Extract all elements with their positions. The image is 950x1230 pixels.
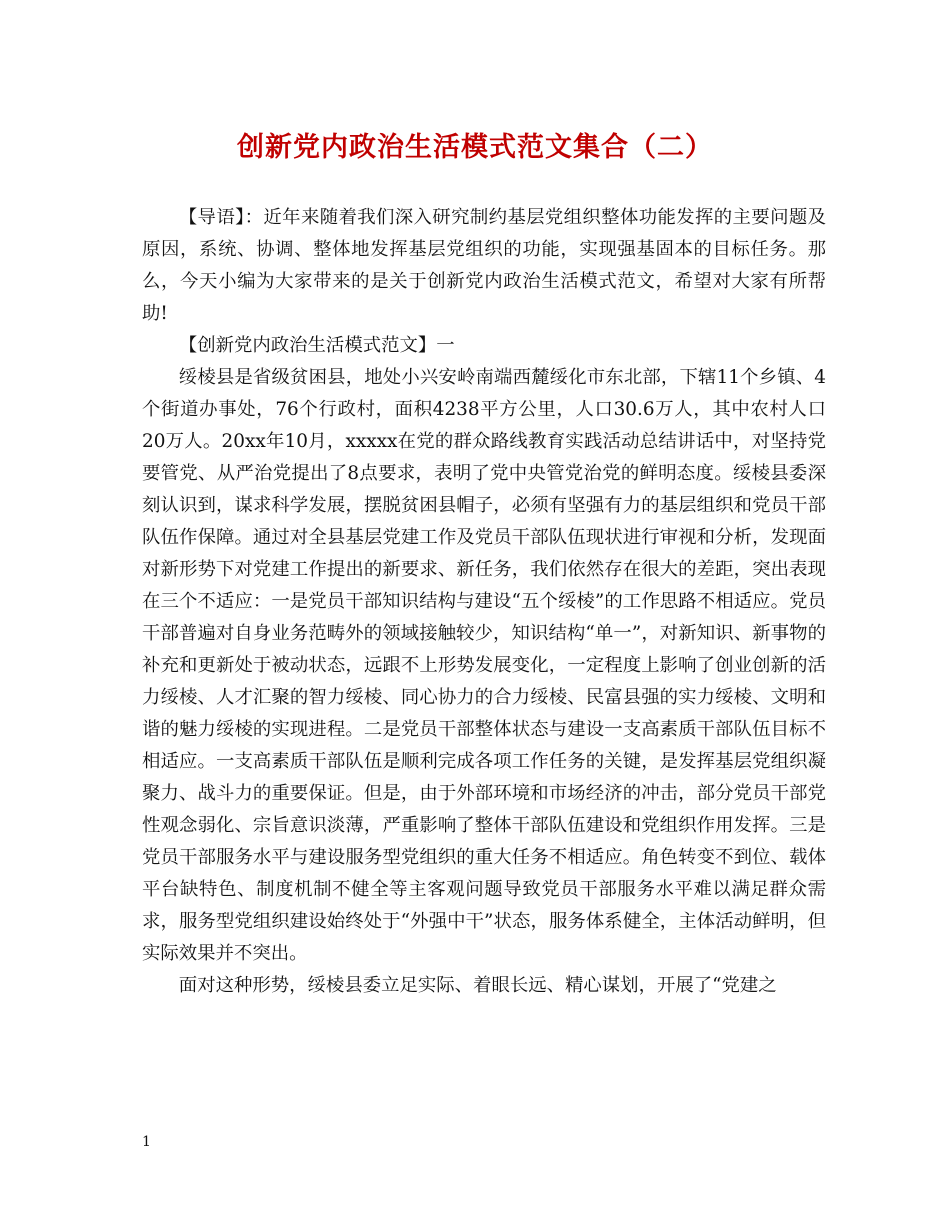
body-paragraph: 绥棱县是省级贫困县，地处小兴安岭南端西麓绥化市东北部，下辖11个乡镇、4个街道办事处，76个行政村，面积4238平方公里，人口30.6万人，其中农村人口20万人。20xx年10月，xxxxx在党的群众路线教育实践活动总结讲话中，对坚持党要管党、从严治党提出了8点要求，表明了党中央管党治党的鲜明态度。绥棱县委深刻认识到，谋求科学发展，摆脱贫困县帽子，必须有坚强有力的基层组织和党员干部队伍作保障。通过对全县基层党建工作及党员干部队伍现状进行审视和分析，发现面对新形势下对党建工作提出的新要求、新任务，我们依然存在很大的差距，突出表现在三个不适应：一是党员干部知识结构与建设“五个绥棱”的工作思路不相适应。党员干部普遍对自身业务范畴外的领域接触较少，知识结构“单一”，对新知识、新事物的补充和更新处于被动状态，远跟不上形势发展变化，一定程度上影响了创业创新的活力绥棱、人才汇聚的智力绥棱、同心协力的合力绥棱、民富县强的实力绥棱、文明和谐的魅力绥棱的实现进程。二是党员干部整体状态与建设一支高素质干部队伍目标不相适应。一支高素质干部队伍是顺利完成各项工作任务的关键，是发挥基层党组织凝聚力、战斗力的重要保证。但是，由于外部环境和市场经济的冲击，部分党员干部党性观念弱化、宗旨意识淡薄，严重影响了整体干部队伍建设和党组织作用发挥。三是党员干部服务水平与建设服务型党组织的重大任务不相适应。角色转变不到位、载体平台缺特色、制度机制不健全等主客观问题导致党员干部服务水平难以满足群众需求，服务型党组织建设始终处于“外强中干”状态，服务体系健全，主体活动鲜明，但实际效果并不突出。 <box>142 367 826 964</box>
document-body <box>142 202 826 1002</box>
body-paragraph: 面对这种形势，绥棱县委立足实际、着眼长远、精心谋划，开展了“党建之 <box>178 975 777 996</box>
page-number: 1 <box>142 1134 151 1150</box>
intro-paragraph: 【导语】：近年来随着我们深入研究制约基层党组织整体功能发挥的主要问题及原因，系统、协调、整体地发挥基层党组织的功能，实现强基固本的目标任务。那么，今天小编为大家带来的是关于创新党内政治生活模式范文，希望对大家有所帮助! <box>142 207 826 324</box>
document-title: 创新党内政治生活模式范文集合（二） <box>237 132 713 163</box>
section-heading: 【创新党内政治生活模式范文】一 <box>178 335 455 356</box>
